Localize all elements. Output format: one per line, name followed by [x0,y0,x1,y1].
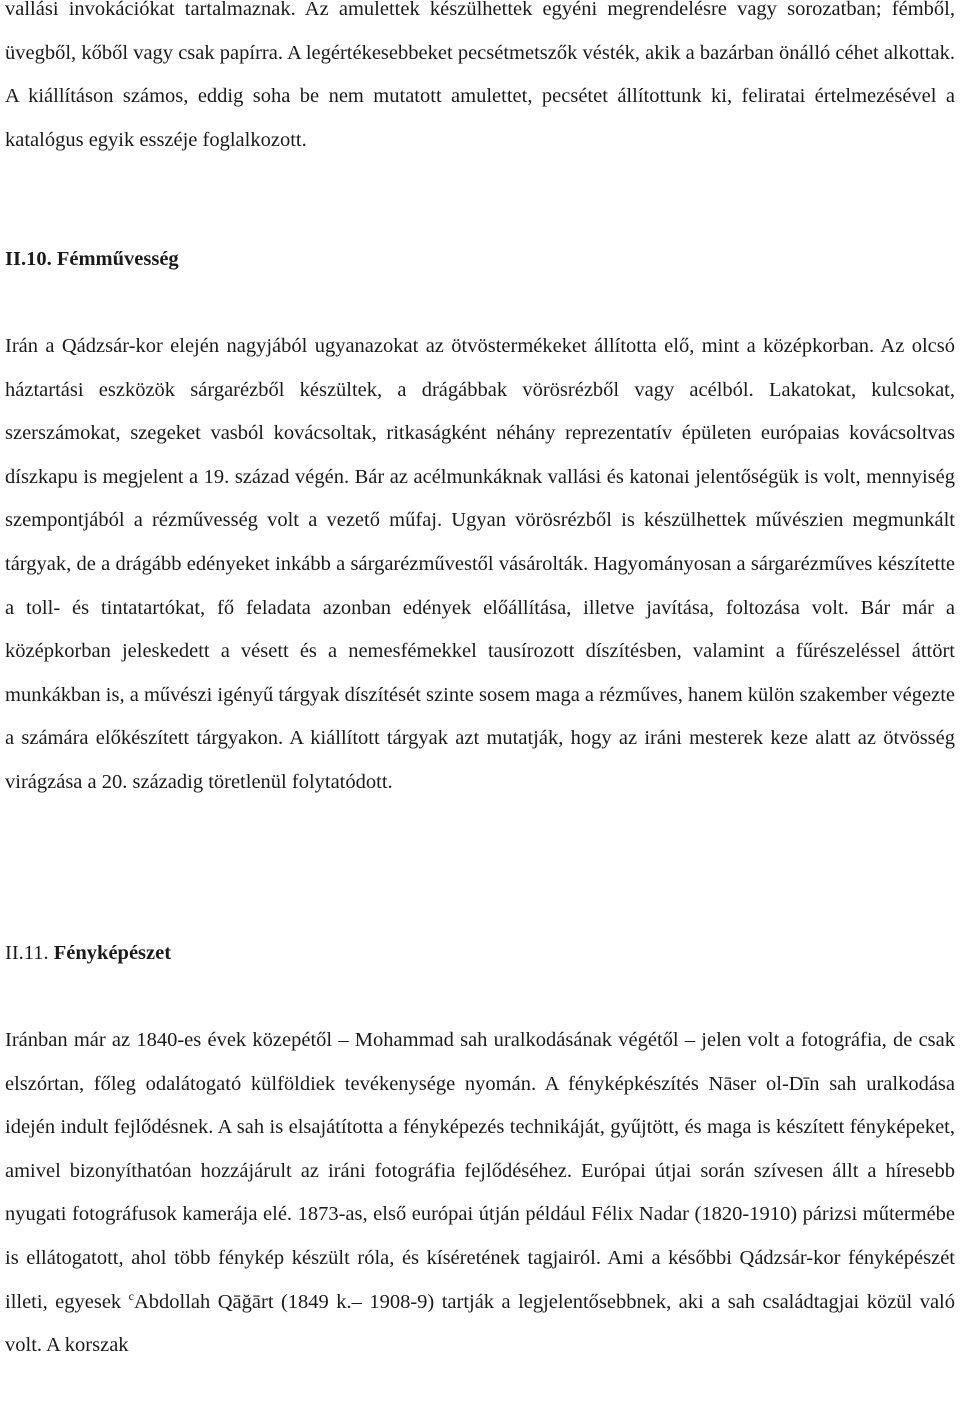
paragraph-photography [5,1019,955,1368]
paragraph-text-part: Iránban már az 1840-es évek közepétől – Mohammad sah uralkodásának végétől – jelen volt a fotográfia, de csak elszórtan, főleg odalátogató külföldiek tevékenysége nyomán. A fényképkészítés Nāser ol-Dīn sah uralkodása idején indult fejlődésnek. A sah is elsajátította a fényképezés technikáját, gyűjtött, és maga is készített fényképeket, amivel bizonyíthatóan hozzájárult az iráni fotográfia fejlődéséhez. Európai útjai során szívesen állt a híresebb nyugati fotográfusok kamerája elé. 1873-as, első európai útján például Félix Nadar (1820-1910) párizsi műtermébe is ellátogatott, ahol több fénykép készült róla, és kíséretének tagjairól. Ami a későbbi Qádzsár-kor fényképészét illeti, egyesek [5,1029,955,1313]
section-heading-photography [5,932,955,976]
paragraph-metalwork: Irán a Qádzsár-kor elején nagyjából ugyanazokat az ötvöstermékeket állította elő, mint a középkorban. Az olcsó háztartási eszközök sárgarézből készültek, a drágábbak vörösrézből vagy acélból. Lakatokat, kulcsokat, szerszámokat, szegeket vasból kovácsoltak, ritkaságként néhány reprezentatív épületen európaias kovácsoltvas díszkapu is megjelent a 19. század végén. Bár az acélmunkáknak vallási és katonai jelentőségük is volt, mennyiség szempontjából a rézművesség volt a vezető műfaj. Ugyan vörösrézből is készülhettek művészien megmunkált tárgyak, de a drágább edényeket inkább a sárgarézművestől vásárolták. Hagyományosan a sárgarézműves készítette a toll- és tintatartókat, fő feladata azonban edények előállítása, illetve javítása, foltozása volt. Bár már a középkorban jeleskedett a vésett és a nemesfémekkel tausírozott díszítésben, valamint a fűrészeléssel áttört munkákban is, a művészi igényű tárgyak díszítését szinte sosem maga a rézműves, hanem külön szakember végezte a számára előkészített tárgyakon. A kiállított tárgyak azt mutatják, hogy az iráni mesterek keze alatt az ötvösség virágzása a 20. századig töretlenül folytatódott. [5,335,955,793]
paragraph-text-part: Abdollah Qāğārt (1849 k.– 1908-9) tartják a legjelentősebbnek, aki a sah családtagjai közül való volt. A korszak [5,1290,956,1357]
paragraph-amulets: vallási invokációkat tartalmaznak. Az amulettek készülhettek egyéni megrendelésre vagy sorozatban; fémből, üvegből, kőből vagy csak papírra. A legértékesebbeket pecsétmetszők vésték, akik a bazárban önálló céhet alkottak. A kiállításon számos, eddig soha be nem mutatott amulettet, pecsétet állítottunk ki, feliratai értelmezésével a katalógus egyik esszéje foglalkozott. [5,0,955,151]
section-title: Fémművesség [56,248,179,270]
section-title: Fényképészet [53,942,172,964]
section-number: II.11. [5,942,49,964]
section-number: II.10. [5,248,52,270]
section-heading-metalwork [5,238,955,282]
superscript-marker: c [128,1288,134,1303]
